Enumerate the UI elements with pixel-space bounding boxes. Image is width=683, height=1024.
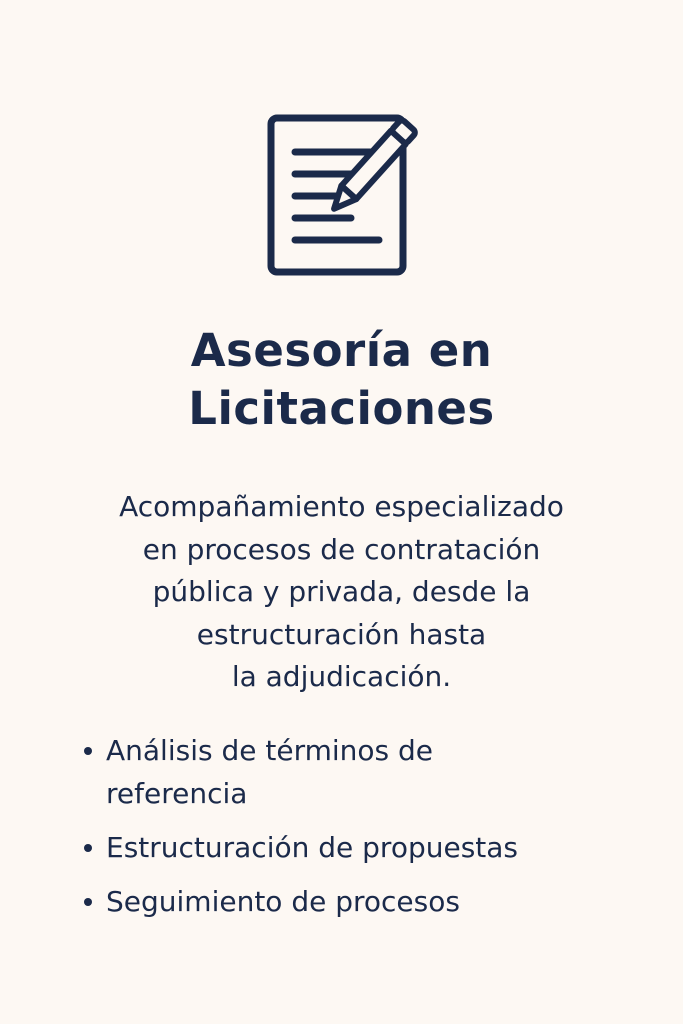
bullet-icon xyxy=(84,898,92,906)
bullet-icon xyxy=(84,844,92,852)
feature-text: Estructuración de propuestas xyxy=(106,831,519,864)
feature-text: Seguimiento de procesos xyxy=(106,885,460,918)
description-line-3: pública y privada, desde la xyxy=(152,575,531,608)
service-description xyxy=(40,486,643,699)
feature-text: Análisis de términos de xyxy=(106,734,434,767)
feature-list xyxy=(76,729,656,934)
feature-item xyxy=(76,880,656,923)
description-line-5: la adjudicación. xyxy=(231,660,452,693)
description-line-4: estructuración hasta xyxy=(196,617,487,651)
bullet-icon xyxy=(84,747,92,755)
feature-item xyxy=(76,729,656,815)
document-edit-icon xyxy=(265,112,455,282)
description-line-2: en procesos de contratación xyxy=(142,532,541,566)
page-title xyxy=(0,322,683,438)
title-line-2: Licitaciones xyxy=(188,382,495,435)
description-line-1: Acompañamiento especializado xyxy=(119,490,564,523)
title-line-1: Asesoría en xyxy=(190,324,493,377)
feature-item xyxy=(76,826,656,869)
feature-text-continued: referencia xyxy=(106,777,248,810)
